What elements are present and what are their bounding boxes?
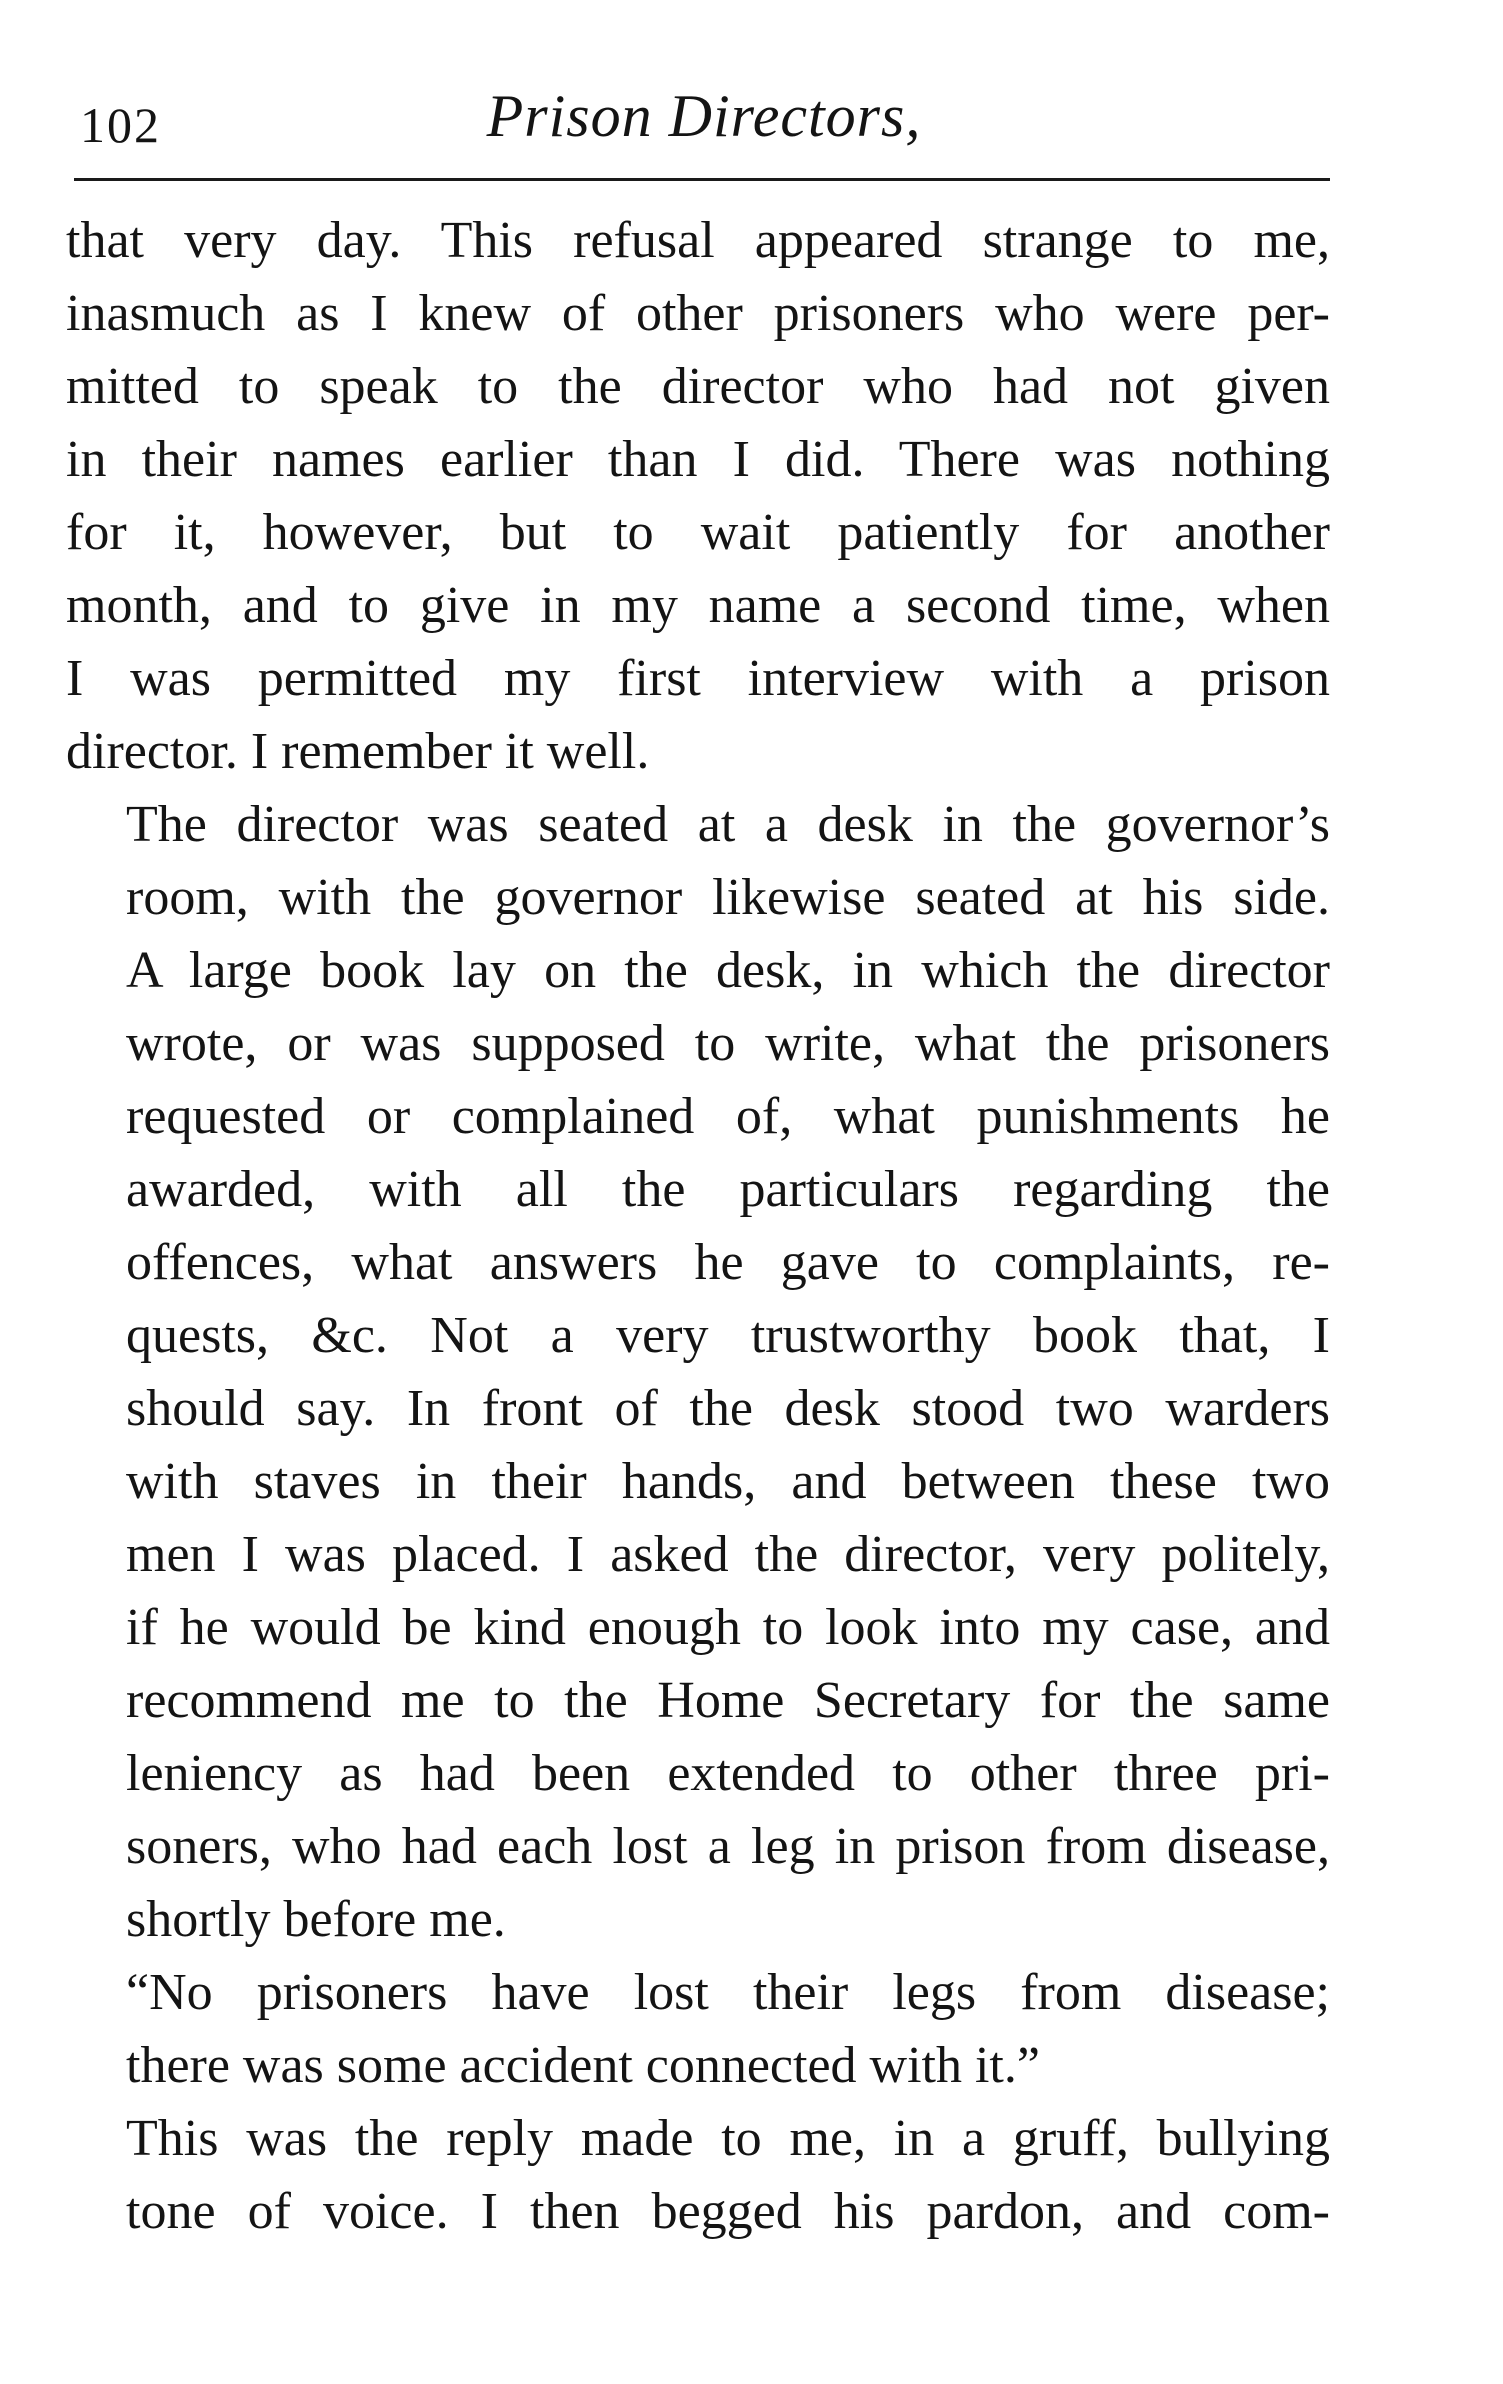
text-line: room, with the governor likewise seated at his side. [126, 869, 1330, 926]
text-line: wrote, or was supposed to write, what the prisoners [126, 1015, 1330, 1072]
text-line: inasmuch as I knew of other prisoners who were per- [66, 285, 1330, 342]
text-line: offences, what answers he gave to complaints, re- [126, 1234, 1330, 1291]
running-title: Prison Directors, [486, 83, 922, 149]
text-line: if he would be kind enough to look into my case, and [126, 1599, 1330, 1656]
paragraph-3 [66, 1956, 1330, 2102]
paragraph-1 [66, 204, 1330, 788]
text-line: awarded, with all the particulars regarding the [126, 1161, 1330, 1218]
text-line: This was the reply made to me, in a gruff, bullying [126, 2110, 1330, 2167]
text-line: there was some accident connected with it.” [126, 2037, 1040, 2094]
text-line: with staves in their hands, and between these two [126, 1453, 1330, 1510]
header-rule [74, 178, 1330, 181]
text-line: that very day. This refusal appeared strange to me, [66, 212, 1330, 269]
text-line: The director was seated at a desk in the governor’s [126, 796, 1330, 853]
text-line: for it, however, but to wait patiently for another [66, 504, 1330, 561]
text-line: I was permitted my first interview with a prison [66, 650, 1330, 707]
text-line: tone of voice. I then begged his pardon, and com- [126, 2183, 1330, 2240]
text-line: requested or complained of, what punishments he [126, 1088, 1330, 1145]
text-line: should say. In front of the desk stood two warders [126, 1380, 1330, 1437]
text-line: in their names earlier than I did. There was nothing [66, 431, 1330, 488]
text-line: quests, &c. Not a very trustworthy book that, I [126, 1307, 1330, 1364]
text-line: men I was placed. I asked the director, very politely, [126, 1526, 1330, 1583]
paragraph-2 [66, 788, 1330, 1956]
text-line: director. I remember it well. [66, 723, 650, 780]
paragraph-4 [66, 2102, 1330, 2248]
text-line: “No prisoners have lost their legs from disease; [126, 1964, 1330, 2021]
running-head [78, 78, 1330, 158]
text-line: shortly before me. [126, 1891, 506, 1948]
body-text [66, 204, 1330, 2248]
text-line: mitted to speak to the director who had not given [66, 358, 1330, 415]
text-line: month, and to give in my name a second time, when [66, 577, 1330, 634]
text-line: A large book lay on the desk, in which the director [126, 942, 1330, 999]
text-line: soners, who had each lost a leg in prison from disease, [126, 1818, 1330, 1875]
text-line: leniency as had been extended to other three pri- [126, 1745, 1330, 1802]
text-line: recommend me to the Home Secretary for the same [126, 1672, 1330, 1729]
page-number: 102 [80, 97, 161, 153]
